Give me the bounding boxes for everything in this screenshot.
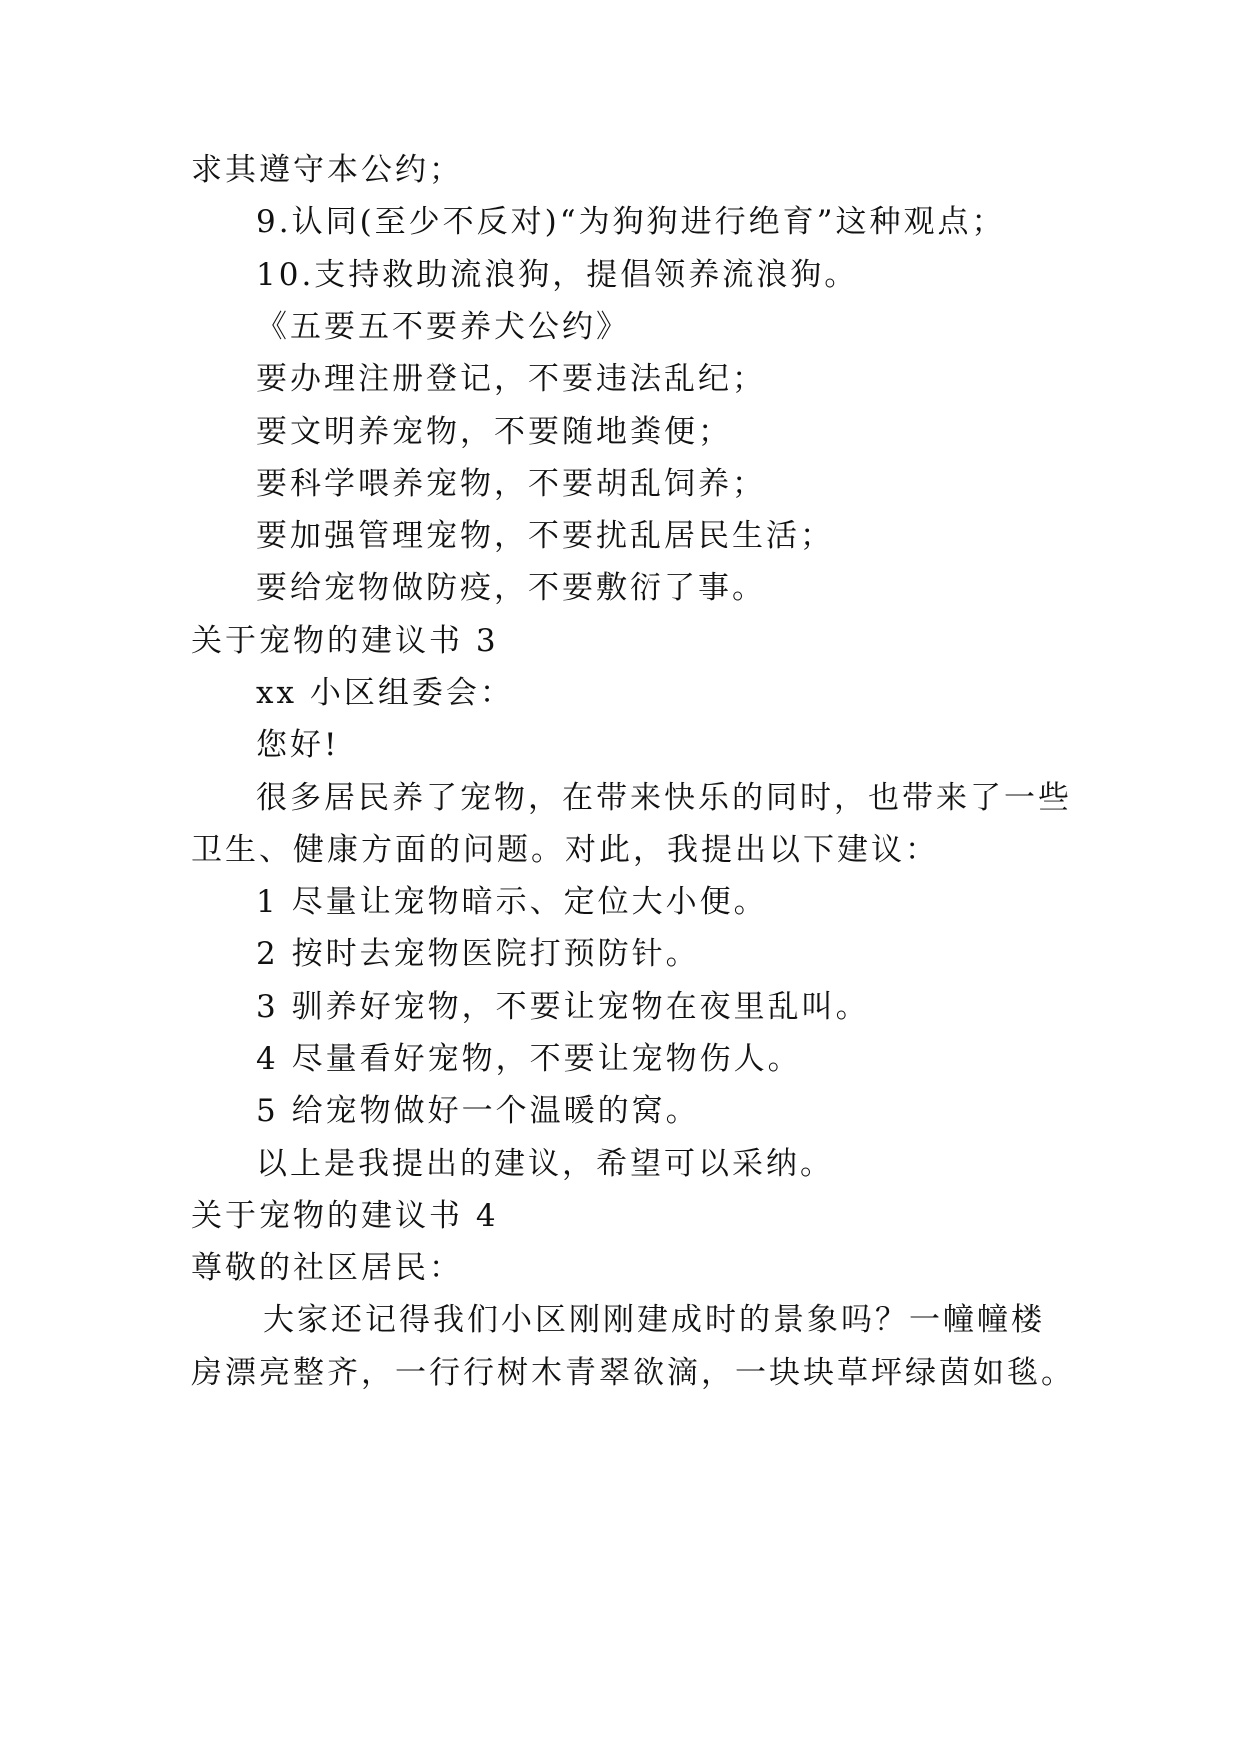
text-line: xx 小区组委会： <box>256 675 514 711</box>
text-line: 3 驯养好宠物，不要让宠物在夜里乱叫。 <box>256 989 870 1025</box>
text-line: 大家还记得我们小区刚刚建成时的景象吗？一幢幢楼 <box>263 1302 1045 1338</box>
section-heading: 关于宠物的建议书 4 <box>191 1198 499 1234</box>
text-line: 求其遵守本公约； <box>191 152 463 188</box>
text-line: 尊敬的社区居民： <box>191 1250 463 1286</box>
text-line: 5 给宠物做好一个温暖的窝。 <box>256 1093 700 1129</box>
text-line: 很多居民养了宠物，在带来快乐的同时，也带来了一些 <box>256 780 1072 816</box>
text-line: 要给宠物做防疫，不要敷衍了事。 <box>256 570 766 606</box>
text-line: 要办理注册登记，不要违法乱纪； <box>256 361 766 397</box>
text-line: 《五要五不要养犬公约》 <box>256 309 630 345</box>
text-line: 以上是我提出的建议，希望可以采纳。 <box>256 1146 834 1182</box>
text-line: 1 尽量让宠物暗示、定位大小便。 <box>256 884 768 920</box>
text-line: 要科学喂养宠物，不要胡乱饲养； <box>256 466 766 502</box>
text-line: 房漂亮整齐，一行行树木青翠欲滴，一块块草坪绿茵如毯。 <box>191 1355 1075 1391</box>
text-line: 9.认同(至少不反对)“为狗狗进行绝育”这种观点； <box>256 204 1006 240</box>
text-line: 要文明养宠物，不要随地粪便； <box>256 414 732 450</box>
text-line: 要加强管理宠物，不要扰乱居民生活； <box>256 518 834 554</box>
text-line: 卫生、健康方面的问题。对此，我提出以下建议： <box>191 832 939 868</box>
section-heading: 关于宠物的建议书 3 <box>191 623 499 659</box>
text-line: 您好! <box>256 727 340 763</box>
text-line: 4 尽量看好宠物，不要让宠物伤人。 <box>256 1041 802 1077</box>
text-line: 10.支持救助流浪狗，提倡领养流浪狗。 <box>256 257 859 293</box>
text-line: 2 按时去宠物医院打预防针。 <box>256 936 700 972</box>
